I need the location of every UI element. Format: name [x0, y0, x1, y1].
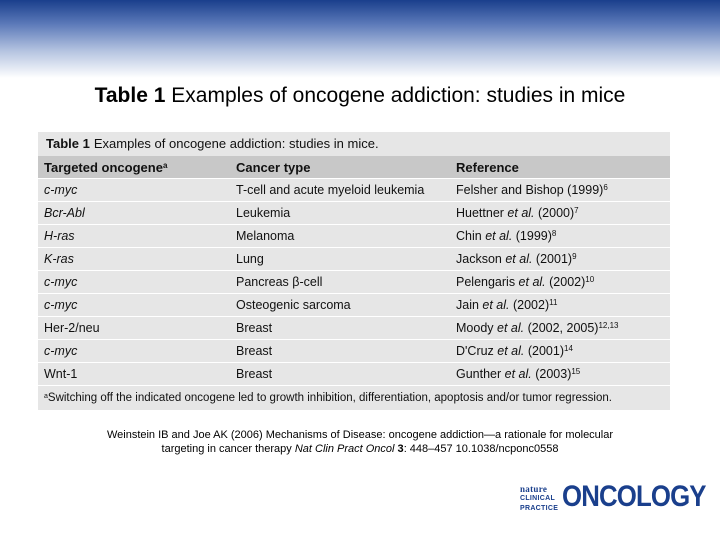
cell-oncogene: H-ras: [38, 225, 230, 248]
table-row: [38, 317, 670, 340]
cell-reference: Gunther et al. $(2003)^{15}$: [450, 363, 670, 386]
reference-number: 12,13: [598, 321, 619, 330]
cell-cancer-type: Breast: [230, 317, 450, 340]
header-footnote-marker: a: [162, 160, 168, 170]
cell-cancer-type: Osteogenic sarcoma: [230, 294, 450, 317]
oncogene-table-panel: [38, 132, 670, 410]
reference-number: 10: [585, 275, 595, 284]
table-caption: [38, 132, 670, 156]
table-caption-bold: Table 1: [46, 136, 90, 151]
cell-reference: Moody et al. (2002, 2005)$^{12,13}$: [450, 317, 670, 340]
cell-oncogene: Wnt-1: [38, 363, 230, 386]
table-row: [38, 340, 670, 363]
cell-oncogene: c-myc: [38, 294, 230, 317]
table-row: [38, 271, 670, 294]
slide-title-text: Examples of oncogene addiction: studies in mice: [171, 84, 626, 107]
cell-reference: D'Cruz et al. $(2001)^{14}$: [450, 340, 670, 363]
cell-oncogene: Bcr-Abl: [38, 202, 230, 225]
reference-number: 7: [574, 206, 579, 215]
logo-oncology-word: ONCOLOGY: [562, 480, 706, 513]
table-row: [38, 225, 670, 248]
cell-oncogene: K-ras: [38, 248, 230, 271]
nature-clinical-practice-oncology-logo: [520, 480, 710, 520]
table-caption-text: Examples of oncogene addiction: studies in mice.: [93, 136, 379, 151]
table-row: [38, 202, 670, 225]
citation-line-1: Weinstein IB and Joe AK (2006) Mechanisms of Disease: oncogene addiction—a rationale for molecular: [106, 429, 614, 441]
oncogene-table: [38, 156, 670, 385]
cell-reference: Chin et al. $(1999)^8$: [450, 225, 670, 248]
cell-cancer-type: Breast: [230, 363, 450, 386]
logo-practice-word: PRACTICE: [520, 505, 559, 512]
table-body: [38, 179, 670, 386]
cell-reference: Pelengaris et al. $(2002)^{10}$: [450, 271, 670, 294]
logo-clinical-word: CLINICAL: [520, 495, 556, 502]
header-reference: Reference: [450, 156, 670, 179]
cell-cancer-type: Melanoma: [230, 225, 450, 248]
cell-cancer-type: Pancreas β-cell: [230, 271, 450, 294]
header-cancer-type: Cancer type: [230, 156, 450, 179]
cell-cancer-type: Lung: [230, 248, 450, 271]
table-footnote: [38, 385, 670, 408]
cell-cancer-type: Breast: [230, 340, 450, 363]
footnote-text: Switching off the indicated oncogene led to growth inhibition, differentiation, apoptosis and/or tumor regression.: [47, 392, 612, 404]
cell-reference: Felsher and Bishop $(1999)^6$: [450, 179, 670, 202]
citation-volume: 3: [394, 443, 404, 455]
source-citation: [40, 428, 680, 456]
reference-number: 6: [603, 183, 608, 192]
table-row: [38, 248, 670, 271]
table-row: [38, 179, 670, 202]
cell-cancer-type: Leukemia: [230, 202, 450, 225]
reference-number: 11: [549, 298, 558, 307]
reference-number: 9: [572, 252, 577, 261]
slide-title-bold: Table 1: [94, 84, 166, 107]
cell-oncogene: Her-2/neu: [38, 317, 230, 340]
cell-reference: Jackson et al. $(2001)^9$: [450, 248, 670, 271]
cell-reference: Jain et al. $(2002)^{11}$: [450, 294, 670, 317]
table-row: [38, 363, 670, 386]
reference-number: 8: [551, 229, 557, 238]
header-targeted-oncogene: Targeted oncogene$^a$: [38, 156, 230, 179]
reference-number: 15: [571, 367, 581, 376]
citation-line-2: targeting in cancer therapy Nat Clin Pract Oncol 3: 448–457 10.1038/ncponc0558: [161, 443, 559, 455]
header-gradient-band: [0, 0, 720, 78]
table-header-row: [38, 156, 670, 179]
cell-oncogene: c-myc: [38, 179, 230, 202]
cell-oncogene: c-myc: [38, 340, 230, 363]
cell-reference: Huettner et al. $(2000)^7$: [450, 202, 670, 225]
reference-number: 14: [564, 344, 573, 353]
cell-cancer-type: T-cell and acute myeloid leukemia: [230, 179, 450, 202]
logo-small-text: [520, 484, 560, 514]
cell-oncogene: c-myc: [38, 271, 230, 294]
table-row: [38, 294, 670, 317]
footnote-marker: a: [44, 393, 48, 400]
citation-journal: Nat Clin Pract Oncol: [294, 443, 395, 455]
slide-title: [0, 84, 720, 108]
logo-nature-word: nature: [520, 484, 548, 494]
